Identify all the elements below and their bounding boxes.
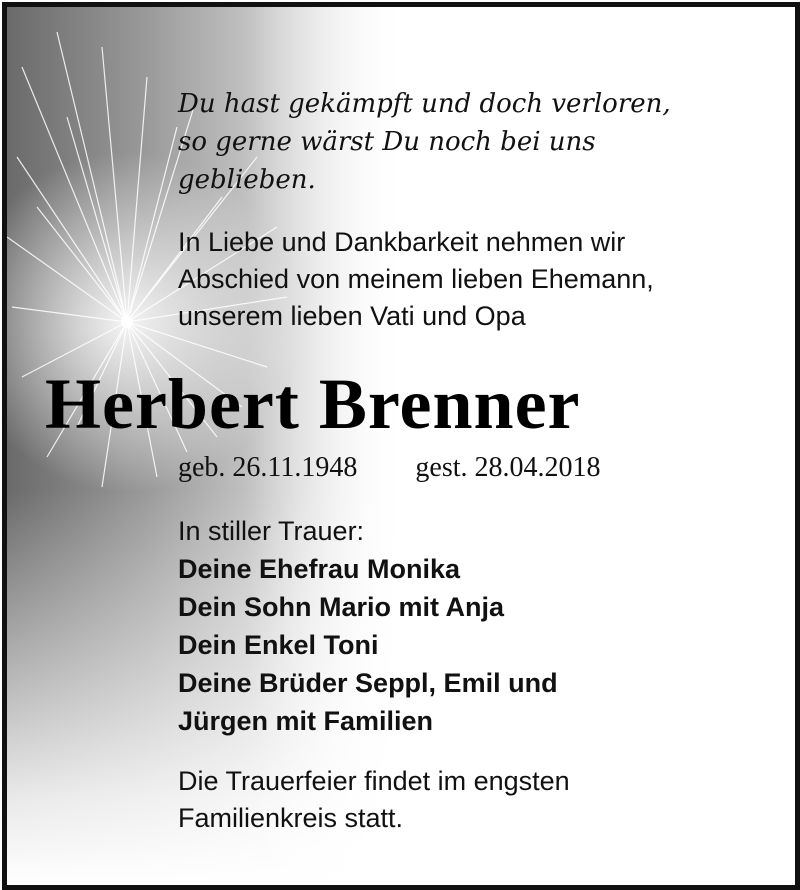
quote-line: Du hast gekämpft und doch verloren,	[178, 89, 671, 119]
intro-line: Abschied von meinem lieben Ehemann,	[178, 264, 654, 294]
quote-line: so gerne wärst Du noch bei uns	[178, 127, 596, 157]
funeral-note-line: Familienkreis statt.	[178, 803, 404, 833]
quote-line: geblieben.	[178, 165, 316, 195]
intro-text	[178, 224, 654, 335]
deceased-name: Herbert Brenner	[45, 364, 581, 444]
intro-line: In Liebe und Dankbarkeit nehmen wir	[178, 227, 626, 257]
mourners-list	[178, 550, 558, 740]
obituary-notice	[2, 2, 800, 890]
intro-line: unserem lieben Vati und Opa	[178, 301, 526, 331]
death-date: gest. 28.04.2018	[415, 452, 601, 483]
funeral-note	[178, 763, 570, 837]
mourner-line: Dein Enkel Toni	[178, 630, 379, 660]
birth-date: geb. 26.11.1948	[178, 452, 358, 483]
mourner-line: Dein Sohn Mario mit Anja	[178, 592, 505, 622]
mourners-heading: In stiller Trauer:	[178, 516, 365, 546]
funeral-note-line: Die Trauerfeier findet im engsten	[178, 766, 570, 796]
life-dates	[178, 450, 601, 486]
mourner-line: Deine Ehefrau Monika	[178, 554, 461, 584]
mourner-line: Deine Brüder Seppl, Emil und	[178, 668, 558, 698]
quote-verse	[178, 85, 671, 199]
mourner-line: Jürgen mit Familien	[178, 706, 434, 736]
